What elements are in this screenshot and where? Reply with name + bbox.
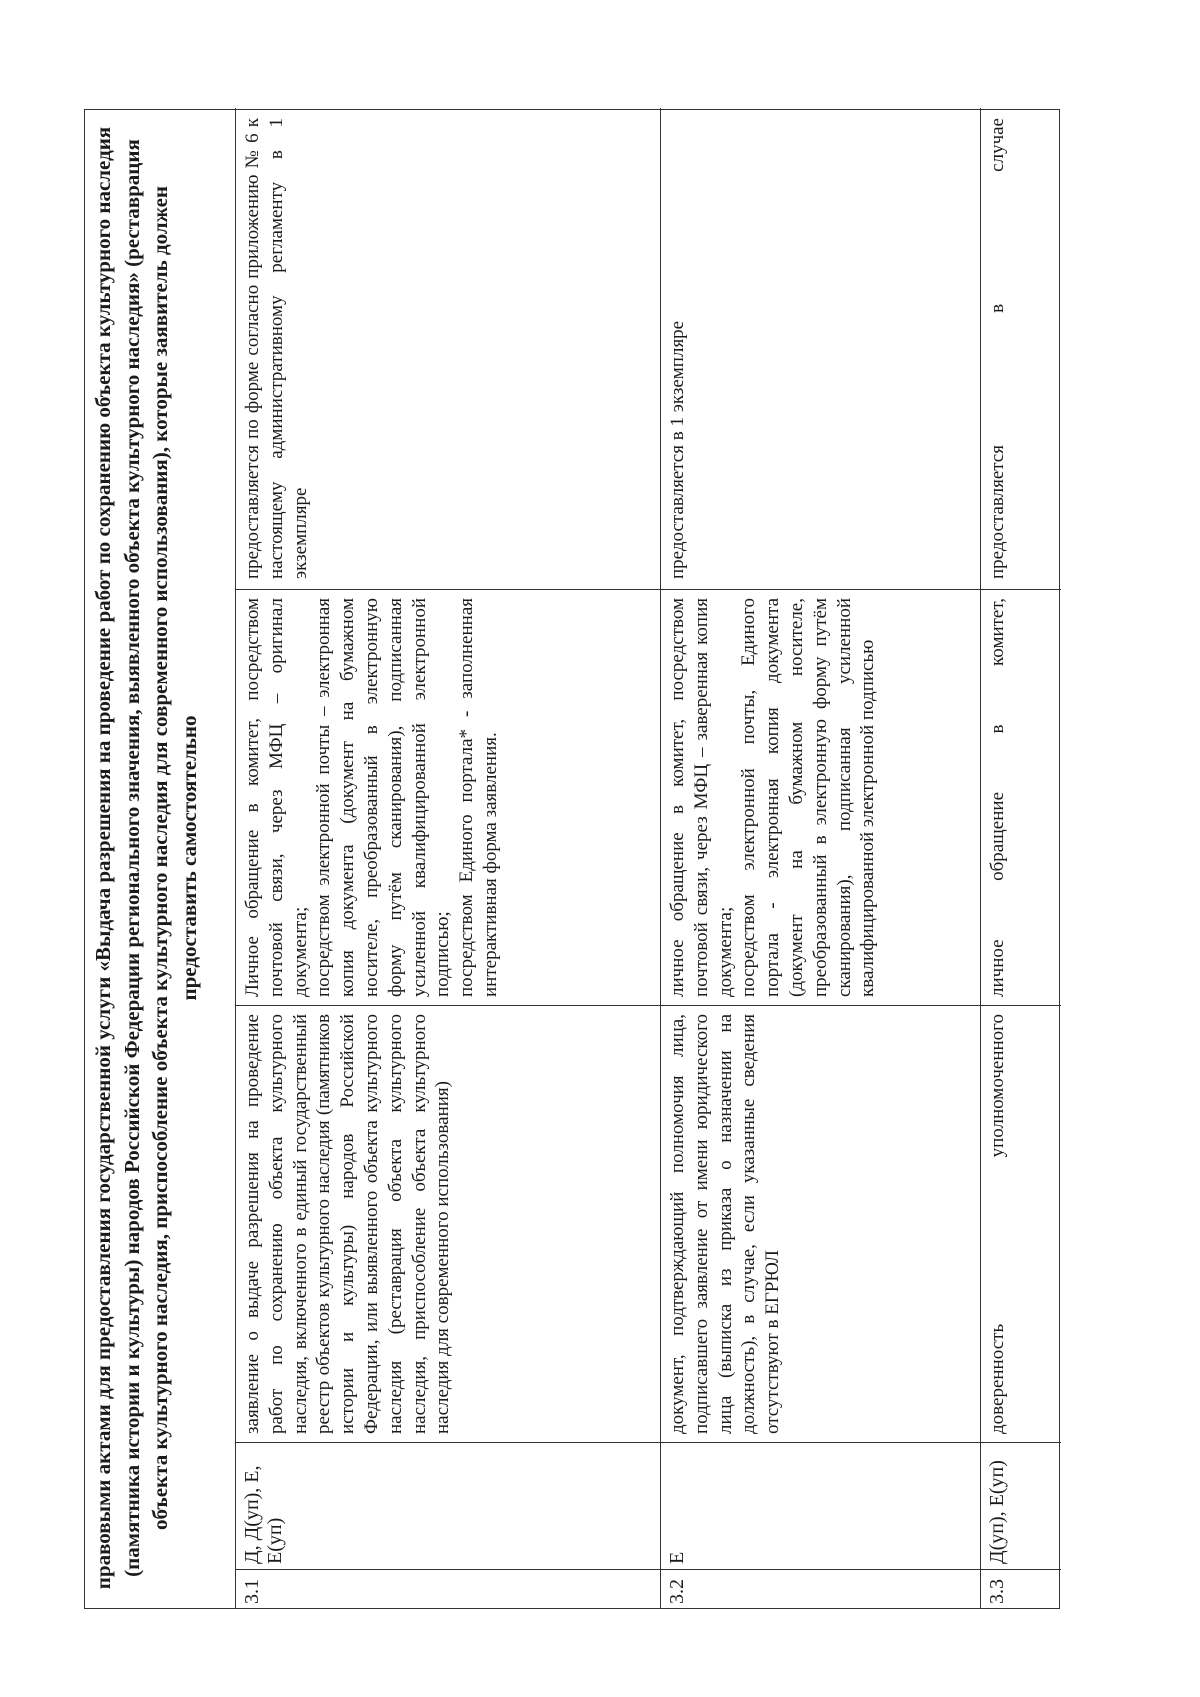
row-number: 3.2 xyxy=(666,1579,688,1604)
document-name: доверенность уполномоченного xyxy=(987,1014,1008,1434)
row-number: 3.1 xyxy=(241,1579,263,1604)
submission-note: предоставляется в случае xyxy=(987,118,1008,579)
applicant-category: Д, Д(уп), Е, Е(уп) xyxy=(241,1465,286,1564)
submission-method: посредством Единого портала* - заполненная интерактивная форма заявления. xyxy=(456,598,501,997)
submission-method: личное обращение в комитет, посредством почтовой связи, через МФЦ – заверенная копия документа; xyxy=(667,598,736,997)
submission-method: Личное обращение в комитет, посредством почтовой связи, через МФЦ – оригинал документа; xyxy=(242,598,311,997)
document-table xyxy=(84,109,1060,1609)
applicant-category: Д(уп), Е(уп) xyxy=(986,1460,1008,1564)
applicant-category: Е xyxy=(666,1551,688,1564)
submission-method: личное обращение в комитет, xyxy=(987,598,1008,997)
submission-note: предоставляется в 1 экземпляре xyxy=(667,320,688,579)
submission-method: посредством электронной почты – электронная копия документа (документ на бумажном носителе, преобразованный в электронную форму путём сканирования), подписанная усиленной квалифицированной электронной подписью; xyxy=(313,598,454,997)
document-name: документ, подтверждающий полномочия лица, подписавшего заявление от имени юридического лица (выписка из приказа о назначении на должность), в случае, если указанные сведения отсутствуют в ЕГРЮЛ xyxy=(667,1014,784,1434)
submission-methods xyxy=(980,590,1061,1005)
submission-method: посредством электронной почты, Единого портала - электронная копия документа (документ на бумажном носителе, преобразованный в электронную форму путём сканирования), подписанная усиленной квалифицированной электронной подписью xyxy=(738,598,879,997)
table-heading: правовыми актами для предоставления государственной услуги «Выдача разрешения на проведение работ по сохранению объекта культурного наследия (памятника истории и культуры) народов Российской Федерации регионального значения, выявленного объекта культурного наследия» (реставрация объекта культурного наследия, приспособление объекта культурного наследия для современного использования), которые заявитель должен предоставить самостоятельно xyxy=(91,126,201,1590)
submission-note: предоставляется по форме согласно приложению № 6 к настоящему административному регламенту в 1 экземпляре xyxy=(242,118,311,579)
submission-methods xyxy=(660,590,980,1005)
row-number: 3.3 xyxy=(986,1579,1008,1604)
submission-methods xyxy=(235,590,660,1005)
document-name: заявление о выдаче разрешения на проведение работ по сохранению объекта культурного наследия, включенного в единый государственный реестр объектов культурного наследия (памятников истории и культуры) народов Российской Федерации, или выявленного объекта культурного наследия (реставрация объекта культурного наследия, приспособление объекта культурного наследия для современного использования) xyxy=(242,1014,454,1434)
